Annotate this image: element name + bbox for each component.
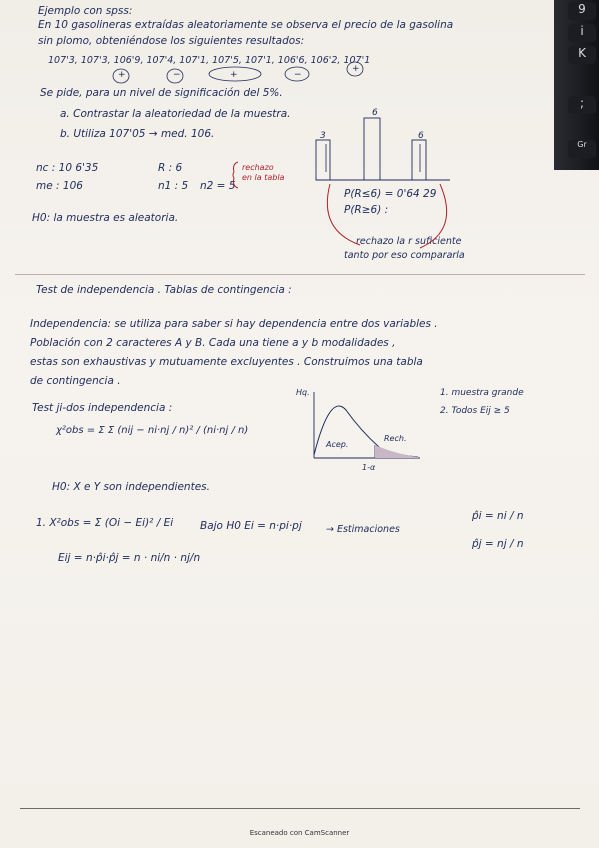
keyboard-key: ; [568,96,596,114]
bar [364,118,380,180]
formula-chi: 1. X²obs = Σ (Oi − Ei)² / Ei [36,517,174,529]
estimations-label: → Estimaciones [326,524,400,535]
annotation: rechazo la r suficiente [356,236,462,247]
annotation: tanto por eso compararla [344,250,465,261]
item-b: b. Utiliza 107'05 → med. 106. [60,128,215,140]
text-line: Población con 2 caracteres A y B. Cada una tiene a y b modalidades , [30,337,396,349]
run-sign: + [230,70,238,80]
run-sign: + [118,70,126,80]
keyboard-key: K [568,46,596,64]
graph-label: 1-α [362,463,376,472]
rejection-area [375,445,418,458]
estimate-pj: p̂j = nj / n [472,538,524,550]
keyboard-key: i [568,24,596,42]
reject-note: rechazo [242,163,274,172]
formula-eij: Eij = n·p̂i·p̂j = n · ni/n · nj/n [58,552,201,564]
data-values: 107'3, 107'3, 106'9, 107'4, 107'1, 107'5, 107'1, 106'6, 106'2, 107'1 [48,55,371,66]
condition: 1. muestra grande [440,388,524,398]
n1-value: n1 : 5 [158,180,189,192]
keyboard-key: Gr [568,140,596,158]
bar [316,140,330,180]
bar-label: 3 [320,131,326,141]
formula-under-h0: Bajo H0 Ei = n·pi·pj [200,520,302,532]
circle-mark [209,67,261,81]
item-a: a. Contrastar la aleatoriedad de la muestra. [60,108,291,120]
text-line: sin plomo, obteniéndose los siguientes resultados: [38,35,305,47]
bar [412,140,426,180]
section-title: Test de independencia . Tablas de contingencia : [36,284,292,296]
circle-mark [113,69,129,83]
chi-square-formula: χ²obs = Σ Σ (nij − ni·nj / n)² / (ni·nj / n) [56,425,249,436]
text-line: Independencia: se utiliza para saber si hay dependencia entre dos variables . [30,318,438,330]
red-arrow [327,184,360,245]
circle-mark [285,67,309,81]
reject-note: en la tabla [242,173,285,182]
graph-label: Acep. [326,440,349,449]
graph-label: Rech. [384,434,407,443]
h0-independence: H0: X e Y son independientes. [52,481,210,493]
text-line: Se pide, para un nivel de significación del 5%. [40,87,283,99]
run-sign: − [173,70,181,80]
circle-mark [347,62,363,76]
n2-value: n2 = 5 [200,180,236,192]
condition: 2. Todos Eij ≥ 5 [440,406,510,416]
me-value: me : 106 [36,180,83,192]
bar-label: 6 [372,108,378,118]
text-line: estas son exhaustivas y mutuamente excluyentes . Construimos una tabla [30,356,423,368]
red-brace [233,162,238,188]
run-sign: − [294,70,302,80]
text-line: En 10 gasolineras extraídas aleatoriamente se observa el precio de la gasolina [38,19,454,31]
estimate-pi: p̂i = ni / n [472,510,524,522]
run-sign: + [352,64,360,74]
bar-label: 6 [418,131,424,141]
prob-1: P(R≤6) = 0'64 29 [344,188,437,200]
h0-statement: H0: la muestra es aleatoria. [32,212,179,224]
text-line: de contingencia . [30,375,121,387]
scanner-footer: Escaneado con CamScanner [249,829,350,837]
circle-mark [167,69,183,83]
prob-2: P(R≥6) : [344,204,389,216]
test-title: Test ji-dos independencia : [32,402,173,414]
red-arrow [420,184,447,248]
density-curve [314,406,418,457]
graph-label: Hq. [296,388,310,397]
keyboard-key: 9 [568,2,596,20]
example-heading: Ejemplo con spss: [38,5,133,17]
nc-value: nc : 10 6'35 [36,162,99,174]
r-value: R : 6 [158,162,183,174]
